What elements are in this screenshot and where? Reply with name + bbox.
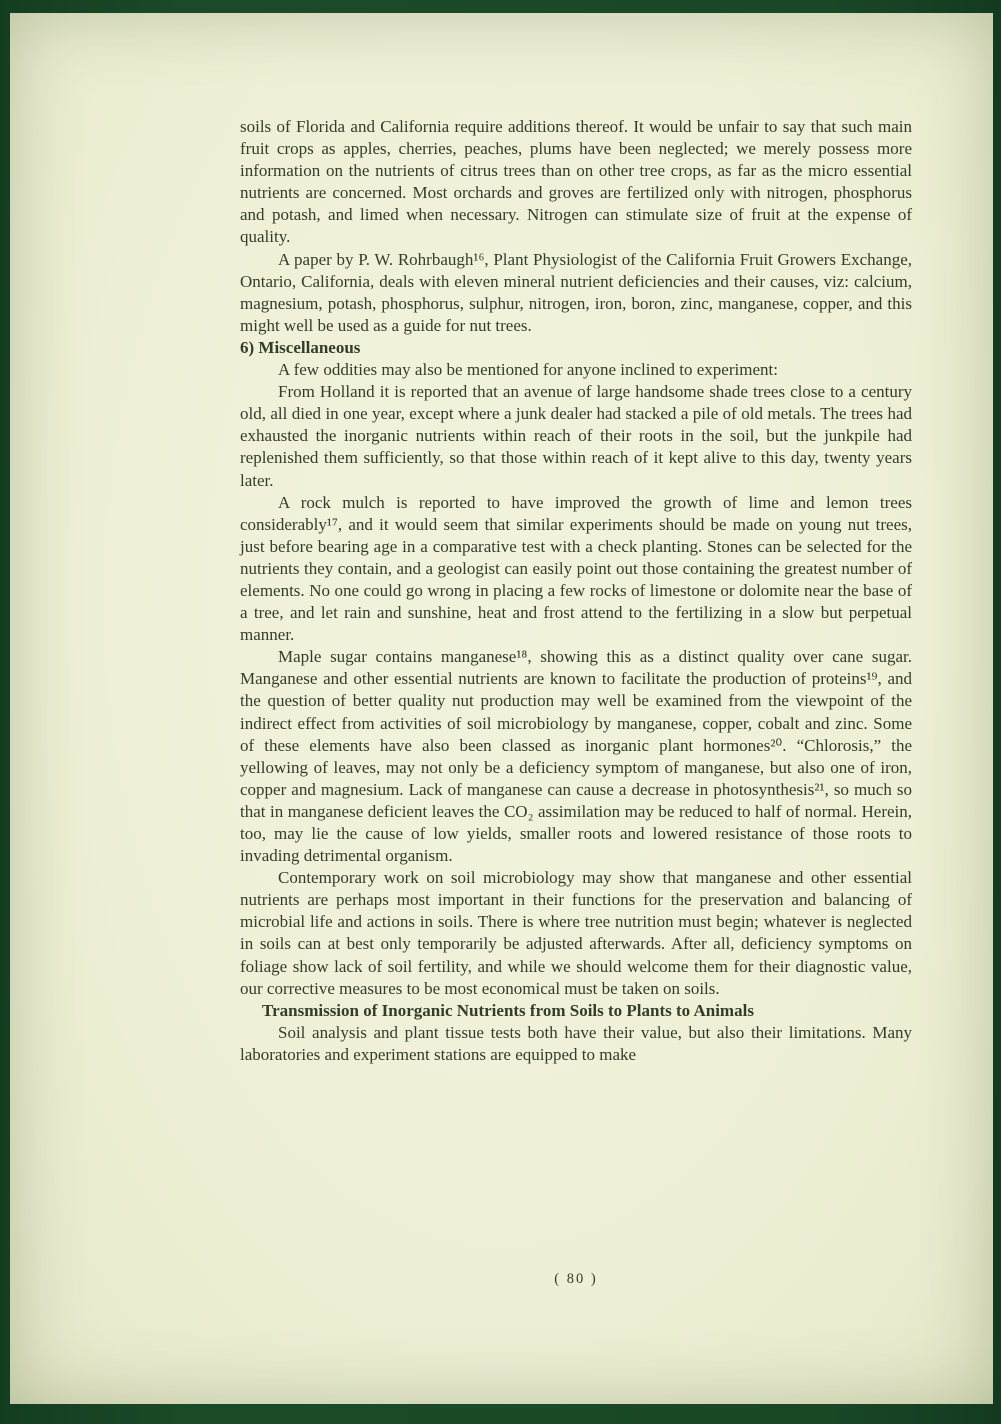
paragraph-rohrbaugh: A paper by P. W. Rohrbaugh¹⁶, Plant Physiologist of the California Fruit Growers Exchange, Ontario, California, deals with eleven mineral nutrient deficiencies and their causes, viz: calcium, magnesium, potash, phosphorus, sulphur, nitrogen, iron, boron, zinc, manganese, copper, and this might well be used as a guide for nut trees. — [240, 249, 912, 335]
paragraph-contemporary: Contemporary work on soil microbiology may show that manganese and other essential nutrients are perhaps most important in their functions for the preservation and balancing of microbial life and actions in soils. There is where tree nutrition must begin; whatever is neglected in soils can at best only temporarily be adjusted afterwards. After all, deficiency symptoms on foliage show lack of soil fertility, and while we should welcome them for their diagnostic value, our corrective measures to be most economical must be taken on soils. — [240, 868, 912, 998]
paragraph-holland: From Holland it is reported that an avenue of large handsome shade trees close to a century old, all died in one year, except where a junk dealer had stacked a pile of old metals. The trees had exhausted the inorganic nutrients within reach of their roots in the soil, but the junkpile had replenished them sufficiently, so that those within reach of it kept alive to this day, twenty years later. — [240, 382, 912, 490]
text-column — [240, 116, 912, 1066]
page-number: ( 80 ) — [554, 1271, 598, 1287]
book-page — [10, 13, 993, 1404]
paragraph-oddities: A few oddities may also be mentioned for anyone inclined to experiment: — [278, 360, 778, 380]
paragraph-continuation: soils of Florida and California require additions thereof. It would be unfair to say that such main fruit crops as apples, cherries, peaches, plums have been neglected; we merely possess more information on the nutrients of citrus trees than on other tree crops, as far as the micro essential nutrients are concerned. Most orchards and groves are fertilized only with nitrogen, phosphorus and potash, and limed when necessary. Nitrogen can stimulate size of fruit at the expense of quality. — [240, 117, 912, 247]
paragraph-soil-analysis: Soil analysis and plant tissue tests both have their value, but also their limitations. Many laboratories and experiment stations are equipped to make — [240, 1022, 912, 1064]
paragraph-maple-sugar: Maple sugar contains manganese¹⁸, showing this as a distinct quality over cane sugar. Manganese and other essential nutrients are known to facilitate the production of proteins¹⁹, and the question of better quality nut production may well be examined from the viewpoint of the indirect effect from activities of soil microbiology by manganese, copper, cobalt and zinc. Some of these elements have also been classed as inorganic plant hormones²⁰. “Chlorosis,” the yellowing of leaves, may not only be a deficiency symptom of manganese, but also one of iron, copper and magnesium. Lack of manganese can cause a decrease in photosynthesis²¹, so much so that in manganese deficient leaves the CO₂ assimilation may be reduced to half of normal. Herein, too, may lie the cause of low yields, smaller roots and lowered resistance of those roots to invading detrimental organism. — [240, 647, 912, 866]
section-heading-miscellaneous: 6) Miscellaneous — [240, 337, 361, 357]
paragraph-rock-mulch: A rock mulch is reported to have improved the growth of lime and lemon trees considerably¹⁷, and it would seem that similar experiments should be made on young nut trees, just before bearing age in a comparative test with a check planting. Stones can be selected for the nutrients they contain, and a geologist can easily point out those containing the greatest number of elements. No one could go wrong in placing a few rocks of limestone or dolomite near the base of a tree, and let rain and sunshine, heat and frost attend to the fertilizing in a slow but perpetual manner. — [240, 492, 912, 645]
section-heading-transmission: Transmission of Inorganic Nutrients from Soils to Plants to Animals — [262, 1000, 754, 1020]
